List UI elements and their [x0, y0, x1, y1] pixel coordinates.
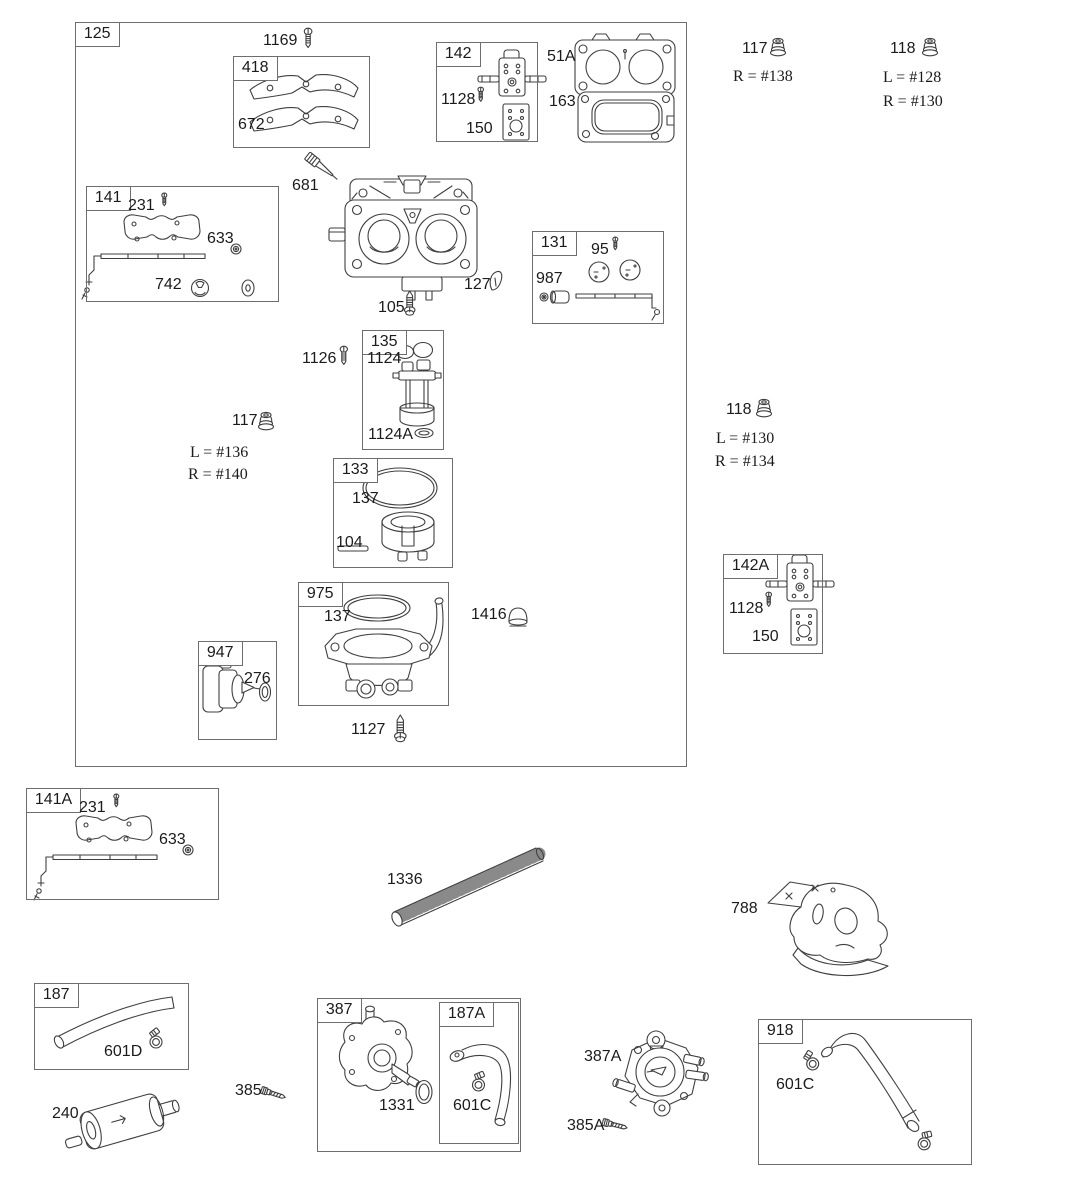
part-label-1124A: 1124A: [368, 426, 414, 443]
part-label-742: 742: [155, 276, 182, 293]
part-label-1416: 1416: [471, 606, 507, 623]
part-label-95: 95: [591, 241, 609, 258]
part-label-601C-918: 601C: [776, 1076, 815, 1093]
group-box-418: [233, 56, 370, 148]
group-box-label-418: 418: [233, 56, 278, 81]
part-label-118-top-ref-l: L = #128: [883, 69, 942, 86]
part-label-137-975: 137: [324, 608, 351, 625]
part-label-137-133: 137: [352, 490, 379, 507]
group-box-label-187: 187: [34, 983, 79, 1008]
part-label-118-mid-ref-r: R = #134: [715, 453, 775, 470]
part-label-105: 105: [378, 299, 405, 316]
jet-118-mid-drawing: [757, 399, 772, 416]
part-label-51A: 51A: [547, 48, 576, 65]
bolt-385A-drawing: [602, 1118, 628, 1131]
bolt-385-drawing: [260, 1086, 286, 1100]
group-box-label-125: 125: [75, 22, 120, 47]
jet-117-top-drawing: [771, 38, 786, 55]
part-label-385: 385: [235, 1082, 262, 1099]
group-box-label-141A: 141A: [26, 788, 81, 813]
group-box-label-947: 947: [198, 641, 243, 666]
part-label-387A: 387A: [584, 1048, 622, 1065]
part-label-117-top-ref: R = #138: [733, 68, 793, 85]
part-label-672: 672: [238, 116, 265, 133]
part-label-117-mid-ref-r: R = #140: [188, 466, 248, 483]
group-box-label-187A: 187A: [439, 1002, 494, 1027]
part-label-788: 788: [731, 900, 758, 917]
part-label-276: 276: [244, 670, 271, 687]
group-box-187A: [439, 1002, 519, 1144]
part-label-385A: 385A: [567, 1117, 605, 1134]
part-label-1126: 1126: [302, 350, 337, 367]
part-label-127: 127: [464, 276, 491, 293]
group-box-label-975: 975: [298, 582, 343, 607]
group-box-975: [298, 582, 449, 706]
part-label-1127: 1127: [351, 721, 386, 738]
part-label-117-mid-ref-l: L = #136: [190, 444, 249, 461]
group-box-label-133: 133: [333, 458, 378, 483]
part-label-163: 163: [549, 93, 576, 110]
group-box-label-131: 131: [532, 231, 577, 256]
jet-118-top-drawing: [923, 38, 938, 55]
part-label-1336: 1336: [387, 871, 423, 888]
part-label-1331: 1331: [379, 1097, 415, 1114]
group-box-947: [198, 641, 277, 740]
part-label-240: 240: [52, 1105, 79, 1122]
part-label-1124: 1124: [367, 350, 402, 367]
bracket-788-drawing: [768, 882, 888, 976]
part-label-150-142A: 150: [752, 628, 779, 645]
group-box-label-387: 387: [317, 998, 362, 1023]
group-box-141A: [26, 788, 219, 900]
group-box-label-142: 142: [436, 42, 481, 67]
part-label-231-141A: 231: [79, 799, 106, 816]
group-box-label-141: 141: [86, 186, 131, 211]
fuel-pump-387A-drawing: [612, 1031, 709, 1116]
part-label-987: 987: [536, 270, 563, 287]
part-label-117-mid: 117: [232, 412, 258, 429]
group-box-label-918: 918: [758, 1019, 803, 1044]
part-label-150-142: 150: [466, 120, 493, 137]
part-label-1169: 1169: [263, 32, 298, 49]
part-label-104: 104: [336, 534, 363, 551]
part-label-117-top: 117: [742, 40, 768, 57]
part-label-633-141A: 633: [159, 831, 186, 848]
part-label-601C-187A: 601C: [453, 1097, 492, 1114]
part-label-118-mid: 118: [726, 401, 752, 418]
part-label-681: 681: [292, 177, 319, 194]
part-label-118-top-ref-r: R = #130: [883, 93, 943, 110]
group-box-label-135: 135: [362, 330, 407, 355]
group-box-label-142A: 142A: [723, 554, 778, 579]
part-label-1128-142: 1128: [441, 91, 476, 108]
part-label-118-top: 118: [890, 40, 916, 57]
part-label-231-141: 231: [128, 197, 155, 214]
part-label-1128-142A: 1128: [729, 600, 764, 617]
part-label-601D: 601D: [104, 1043, 143, 1060]
part-label-633-141: 633: [207, 230, 234, 247]
group-box-141: [86, 186, 279, 302]
part-label-118-mid-ref-l: L = #130: [716, 430, 775, 447]
